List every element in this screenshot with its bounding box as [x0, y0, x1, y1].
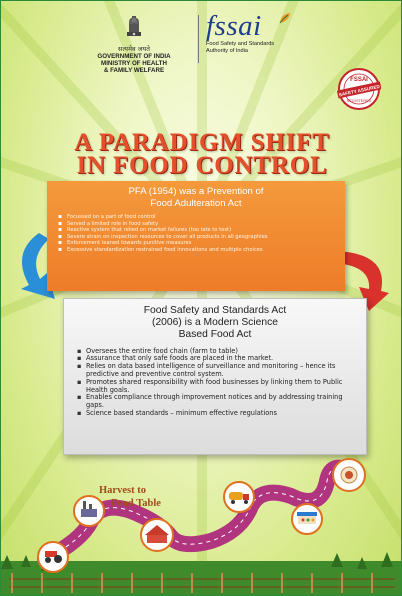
list-item: ▪ Focussed on a part of food control — [67, 214, 335, 221]
gov-line-1: GOVERNMENT OF INDIA — [97, 53, 171, 60]
list-item: ▪ Reactive system that relied on market failures (too late to test) — [67, 227, 335, 234]
pfa-points-list — [47, 214, 345, 254]
fssa-points-list — [64, 348, 366, 418]
harvest-line-1: Harvest to — [99, 485, 146, 496]
government-block — [79, 13, 189, 75]
list-item: ▪ Promotes shared responsibility with food businesses by linking them to Public Health goals. — [86, 379, 356, 395]
header-divider — [198, 15, 199, 63]
tanker-truck-icon — [224, 482, 254, 512]
gov-motto: सत्यमेव जयते — [118, 45, 150, 53]
market-stall-icon — [292, 504, 322, 534]
safety-assured-seal-icon — [337, 67, 381, 111]
harvest-line-2: Food Table — [111, 498, 161, 509]
pfa-act-box — [47, 181, 345, 291]
fssa-heading-3: Based Food Act — [178, 329, 252, 341]
fssai-logo-sub-2: Authority of India — [206, 47, 248, 54]
harvest-caption — [99, 484, 161, 510]
ashoka-emblem-icon — [123, 13, 145, 39]
list-item: ▪ Enforcement leaned towards punitive measures — [67, 240, 335, 247]
fssai-leaf-icon — [278, 11, 292, 25]
svg-text:SAFETY ASSURED: SAFETY ASSURED — [338, 83, 381, 98]
list-item: ▪ Served a limited role in food safety — [67, 221, 335, 228]
fssai-logo-word: fssai — [206, 10, 262, 42]
pfa-heading-1: PFA (1954) was a Prevention of — [128, 186, 264, 197]
warehouse-icon — [141, 519, 173, 551]
list-item: ▪ Enables compliance through improvement notices and by addressing training gaps. — [86, 394, 356, 410]
food-plate-icon — [333, 459, 365, 491]
gov-line-3: & FAMILY WELFARE — [103, 67, 165, 75]
svg-text:REGISTERED: REGISTERED — [346, 99, 372, 103]
list-item: ▪ Relies on data based intelligence of surveillance and monitoring – hence its predictive and preventive control system. — [86, 363, 356, 379]
pfa-heading-2: Food Adulteration Act — [150, 197, 242, 209]
list-item: ▪ Excessive standardization restrained food innovations and multiple choices — [67, 247, 335, 254]
fssa-heading-2: (2006) is a Modern Science — [152, 317, 278, 329]
gov-line-2: MINISTRY OF HEALTH — [101, 60, 167, 68]
list-item: ▪ Severe strain on inspection resources to cover all products in all geographies — [67, 234, 335, 241]
headline-line-2: IN FOOD CONTROL — [76, 152, 328, 179]
farm-to-table-illustration — [1, 451, 402, 596]
tractor-icon — [38, 542, 68, 572]
fssa-heading-1: Food Safety and Standards Act — [143, 305, 287, 316]
headline-line-1: A PARADIGM SHIFT — [74, 129, 330, 156]
list-item: ▪ Science based standards – minimum effective regulations — [86, 410, 356, 418]
list-item: ▪ Assurance that only safe foods are placed in the market. — [86, 355, 356, 363]
svg-text:FSSAI: FSSAI — [350, 77, 368, 83]
fssai-logo-sub-1: Food Safety and Standards — [206, 41, 275, 47]
fssa-act-box — [63, 298, 367, 455]
list-item: ▪ Oversees the entire food chain (farm to table) — [86, 348, 356, 356]
